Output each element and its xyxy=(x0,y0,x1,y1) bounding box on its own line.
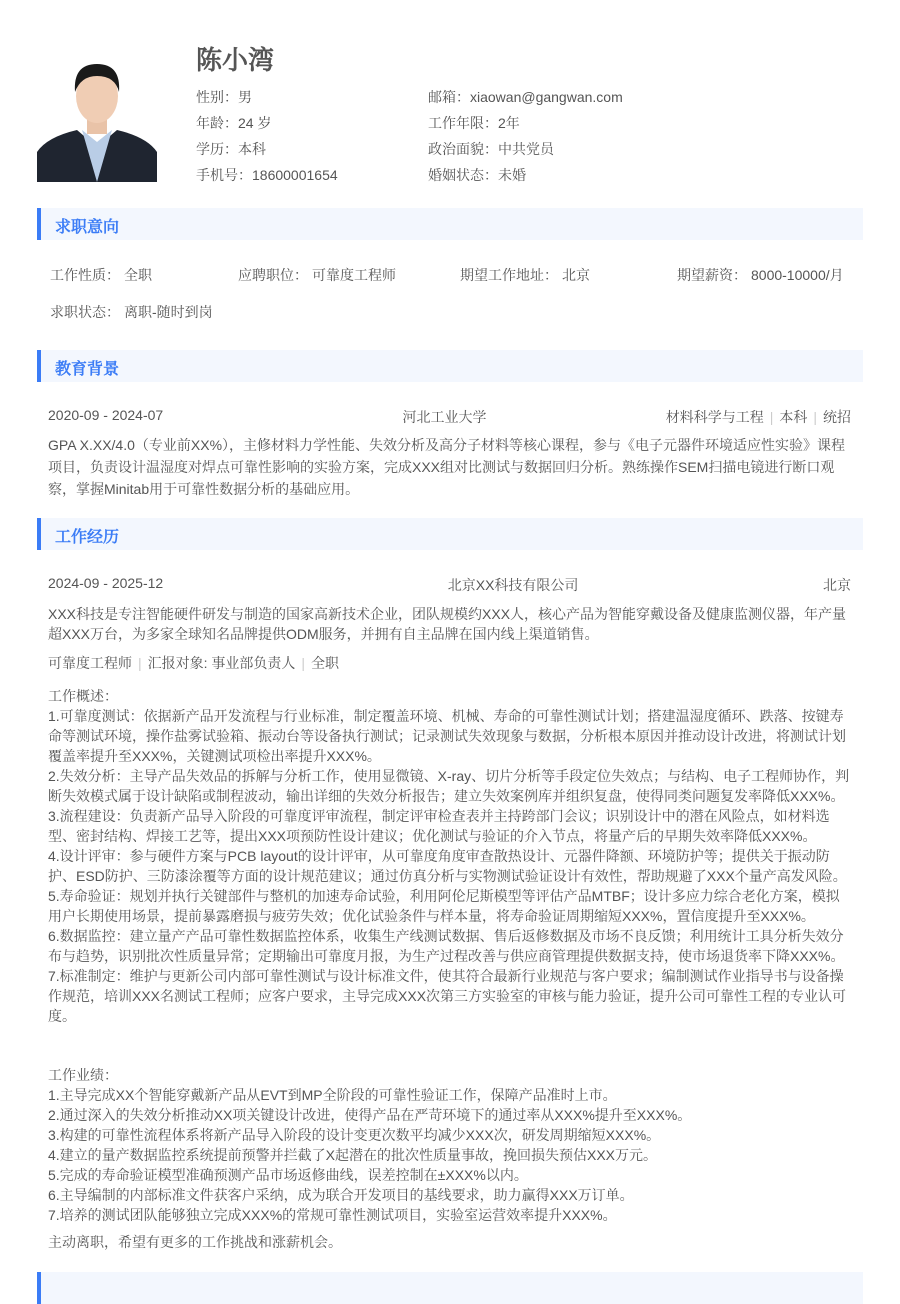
intention-status: 求职状态： 离职-随时到岗 xyxy=(50,304,213,320)
info-email: 邮箱：xiaowan@gangwan.com xyxy=(428,89,623,105)
overview-item: 6.数据监控：建立量产产品可靠性数据监控体系，收集生产线测试数据、售后返修数据及市场不良反馈；利用统计工具分析失效分布与趋势，识别批次性质量异常；定期输出可靠度月报，为生产过程改善与供应商管理提供数据支持，使市场退货率下降XXX%。 xyxy=(48,928,845,964)
overview-item: 7.标准制定：维护与更新公司内部可靠性测试与设计标准文件，使其符合最新行业规范与客户要求；编制测试作业指导书与设备操作规范，培训XXX名测试工程师；应客户要求，主导完成XXX次第三方实验室的审核与能力验证，提升公司可靠性工程的专业认可度。 xyxy=(48,968,847,1024)
info-experience-years: 工作年限：2年 xyxy=(428,115,520,131)
overview-item: 3.流程建设：负责新产品导入阶段的可靠度评审流程，制定评审检查表并主持跨部门会议；识别设计中的潜在风险点，如材料选型、密封结构、焊接工艺等，提出XXX项预防性设计建议；优化测试与验证的介入节点，将量产后的早期失效率降低XXX%。 xyxy=(48,808,830,844)
work-achievements: 工作业绩： 1.主导完成XX个智能穿戴新产品从EVT到MP全阶段的可靠性验证工作，保障产品准时上市。 2.通过深入的失效分析推动XX项关键设计改进，使得产品在严苛环境下的通过率从XXX%提升至XXX%。 3.构建的可靠性流程体系将新产品导入阶段的设计变更次数平均减少XXX次，研发周期缩短XXX%。 4.建立的量产数据监控系统提前预警并拦截了X起潜在的批次性质量事故，挽回损失预估XXX万元。 5.完成的寿命验证模型准确预测产品市场返修曲线，误差控制在±XXX%以内。 6.主导编制的内部标准文件获客户采纳，成为联合开发项目的基线要求，助力赢得XXX万订单。 7.培养的测试团队能够独立完成XXX%的常规可靠性测试项目，实验室运营效率提升XXX%。 xyxy=(48,1065,853,1225)
work-company: 北京XX科技有限公司 xyxy=(447,577,579,593)
achievement-item: 3.构建的可靠性流程体系将新产品导入阶段的设计变更次数平均减少XXX次，研发周期缩短XXX%。 xyxy=(48,1127,661,1143)
intention-location: 期望工作地址： 北京 xyxy=(460,267,590,283)
work-overview: 工作概述： 1.可靠度测试：依据新产品开发流程与行业标准，制定覆盖环境、机械、寿命的可靠性测试计划；搭建温湿度循环、跌落、按键寿命等测试环境，操作盐雾试验箱、振动台等设备执行测试；记录测试失效现象与数据，分析根本原因并推动设计改进，将测试计划覆盖率提升至XXX%，关键测试项检出率提升XXX%。 2.失效分析：主导产品失效品的拆解与分析工作，使用显微镜、X-ray、切片分析等手段定位失效点；与结构、电子工程师协作，判断失效模式属于设计缺陷或制程波动，输出详细的失效分析报告；建立失效案例库并组织复盘，使得同类问题复发率降低XXX%。 3.流程建设：负责新产品导入阶段的可靠度评审流程，制定评审检查表并主持跨部门会议；识别设计中的潜在风险点，如材料选型、密封结构、焊接工艺等，提出XXX项预防性设计建议；优化测试与验证的介入节点，将量产后的早期失效率降低XXX%。 4.设计评审：参与硬件方案与PCB layout的设计评审，从可靠度角度审查散热设计、元器件降额、环境防护等；提供关于振动防护、ESD防护、三防漆涂覆等方面的设计规范建议；通过仿真分析与实物测试验证设计有效性，帮助规避了XXX个量产高发风险。 5.寿命验证：规划并执行关键部件与整机的加速寿命试验，利用阿伦尼斯模型等评估产品MTBF；设计多应力综合老化方案，模拟用户长期使用场景，提前暴露磨损与疲劳失效；优化试验条件与样本量，将寿命验证周期缩短XXX%，置信度提升至XXX%。 6.数据监控：建立量产产品可靠性数据监控体系，收集生产线测试数据、售后返修数据及市场不良反馈；利用统计工具分析失效分布与趋势，识别批次性质量异常；定期输出可靠度月报，为生产过程改善与供应商管理提供数据支持，使市场退货率下降XXX%。 7.标准制定：维护与更新公司内部可靠性测试与设计标准文件，使其符合最新行业规范与客户要求；编制测试作业指导书与设备操作规范，培训XXX名测试工程师；应客户要求，主导完成XXX次第三方实验室的审核与能力验证，提升公司可靠性工程的专业认可度。 xyxy=(48,686,853,1026)
overview-item: 1.可靠度测试：依据新产品开发流程与行业标准，制定覆盖环境、机械、寿命的可靠性测试计划；搭建温湿度循环、跌落、按键寿命等测试环境，操作盐雾试验箱、振动台等设备执行测试；记录测试失效现象与数据，分析根本原因并推动设计改进，将测试计划覆盖率提升至XXX%，关键测试项检出率提升XXX%。 xyxy=(48,708,846,764)
info-phone: 手机号：18600001654 xyxy=(196,167,338,183)
education-details: 材料科学与工程 | 本科 | 统招 xyxy=(665,409,851,425)
info-education: 学历：本科 xyxy=(196,141,266,157)
profile-photo xyxy=(37,52,157,182)
section-header-education: 教育背景 xyxy=(37,350,863,382)
achievement-item: 4.建立的量产数据监控系统提前预警并拦截了X起潜在的批次性质量事故，挽回损失预估XXX万元。 xyxy=(48,1147,658,1163)
achievement-item: 2.通过深入的失效分析推动XX项关键设计改进，使得产品在严苛环境下的通过率从XXX%提升至XXX%。 xyxy=(48,1107,692,1123)
intention-job-type: 工作性质： 全职 xyxy=(50,267,152,283)
achievement-item: 1.主导完成XX个智能穿戴新产品从EVT到MP全阶段的可靠性验证工作，保障产品准时上市。 xyxy=(48,1087,617,1103)
intention-salary: 期望薪资： 8000-10000/月 xyxy=(677,267,844,283)
company-description: XXX科技是专注智能硬件研发与制造的国家高新技术企业，团队规模约XXX人，核心产品为智能穿戴设备及健康监测仪器，年产量超XXX万台，为多家全球知名品牌提供ODM服务，并拥有自主品牌在国内线上渠道销售。 xyxy=(48,606,847,642)
achievement-item: 7.培养的测试团队能够独立完成XXX%的常规可靠性测试项目，实验室运营效率提升XXX%。 xyxy=(48,1207,617,1223)
next-section-header xyxy=(37,1272,863,1304)
work-period: 2024-09 - 2025-12 xyxy=(48,575,164,591)
education-description: GPA X.XX/4.0（专业前XX%），主修材料力学性能、失效分析及高分子材料等核心课程，参与《电子元器件环境适应性实验》课程项目，负责设计温湿度对焊点可靠性影响的实验方案，完成XXX组对比测试与数据回归分析。熟练操作SEM扫描电镜进行断口观察，掌握Minitab用于可靠性数据分析的基础应用。 xyxy=(48,437,846,497)
achievement-item: 5.完成的寿命验证模型准确预测产品市场返修曲线，误差控制在±XXX%以内。 xyxy=(48,1167,528,1183)
education-period: 2020-09 - 2024-07 xyxy=(48,407,164,423)
info-political-status: 政治面貌：中共党员 xyxy=(428,141,554,157)
achievement-item: 6.主导编制的内部标准文件获客户采纳，成为联合开发项目的基线要求，助力赢得XXX万订单。 xyxy=(48,1187,634,1203)
info-age: 年龄：24 岁 xyxy=(196,115,272,131)
work-city: 北京 xyxy=(822,577,851,593)
intention-position: 应聘职位： 可靠度工程师 xyxy=(238,267,396,283)
info-marital-status: 婚姻状态：未婚 xyxy=(428,167,526,183)
section-header-work: 工作经历 xyxy=(37,518,863,550)
leave-reason: 主动离职，希望有更多的工作挑战和涨薪机会。 xyxy=(48,1234,342,1250)
work-row xyxy=(48,575,851,595)
education-school: 河北工业大学 xyxy=(402,409,487,425)
section-header-intention: 求职意向 xyxy=(37,208,863,240)
work-tags: 可靠度工程师 | 汇报对象: 事业部负责人 | 全职 xyxy=(48,655,340,671)
overview-item: 5.寿命验证：规划并执行关键部件与整机的加速寿命试验，利用阿伦尼斯模型等评估产品MTBF；设计多应力综合老化方案，模拟用户长期使用场景，提前暴露磨损与疲劳失效；优化试验条件与样本量，将寿命验证周期缩短XXX%，置信度提升至XXX%。 xyxy=(48,888,840,924)
info-gender: 性别：男 xyxy=(196,89,252,105)
overview-item: 2.失效分析：主导产品失效品的拆解与分析工作，使用显微镜、X-ray、切片分析等手段定位失效点；与结构、电子工程师协作，判断失效模式属于设计缺陷或制程波动，输出详细的失效分析报告；建立失效案例库并组织复盘，使得同类问题复发率降低XXX%。 xyxy=(48,768,850,804)
education-row xyxy=(48,407,851,427)
candidate-name: 陈小湾 xyxy=(196,45,275,75)
overview-item: 4.设计评审：参与硬件方案与PCB layout的设计评审，从可靠度角度审查散热设计、元器件降额、环境防护等；提供关于振动防护、ESD防护、三防漆涂覆等方面的设计规范建议；通过仿真分析与实物测试验证设计有效性，帮助规避了XXX个量产高发风险。 xyxy=(48,848,847,884)
